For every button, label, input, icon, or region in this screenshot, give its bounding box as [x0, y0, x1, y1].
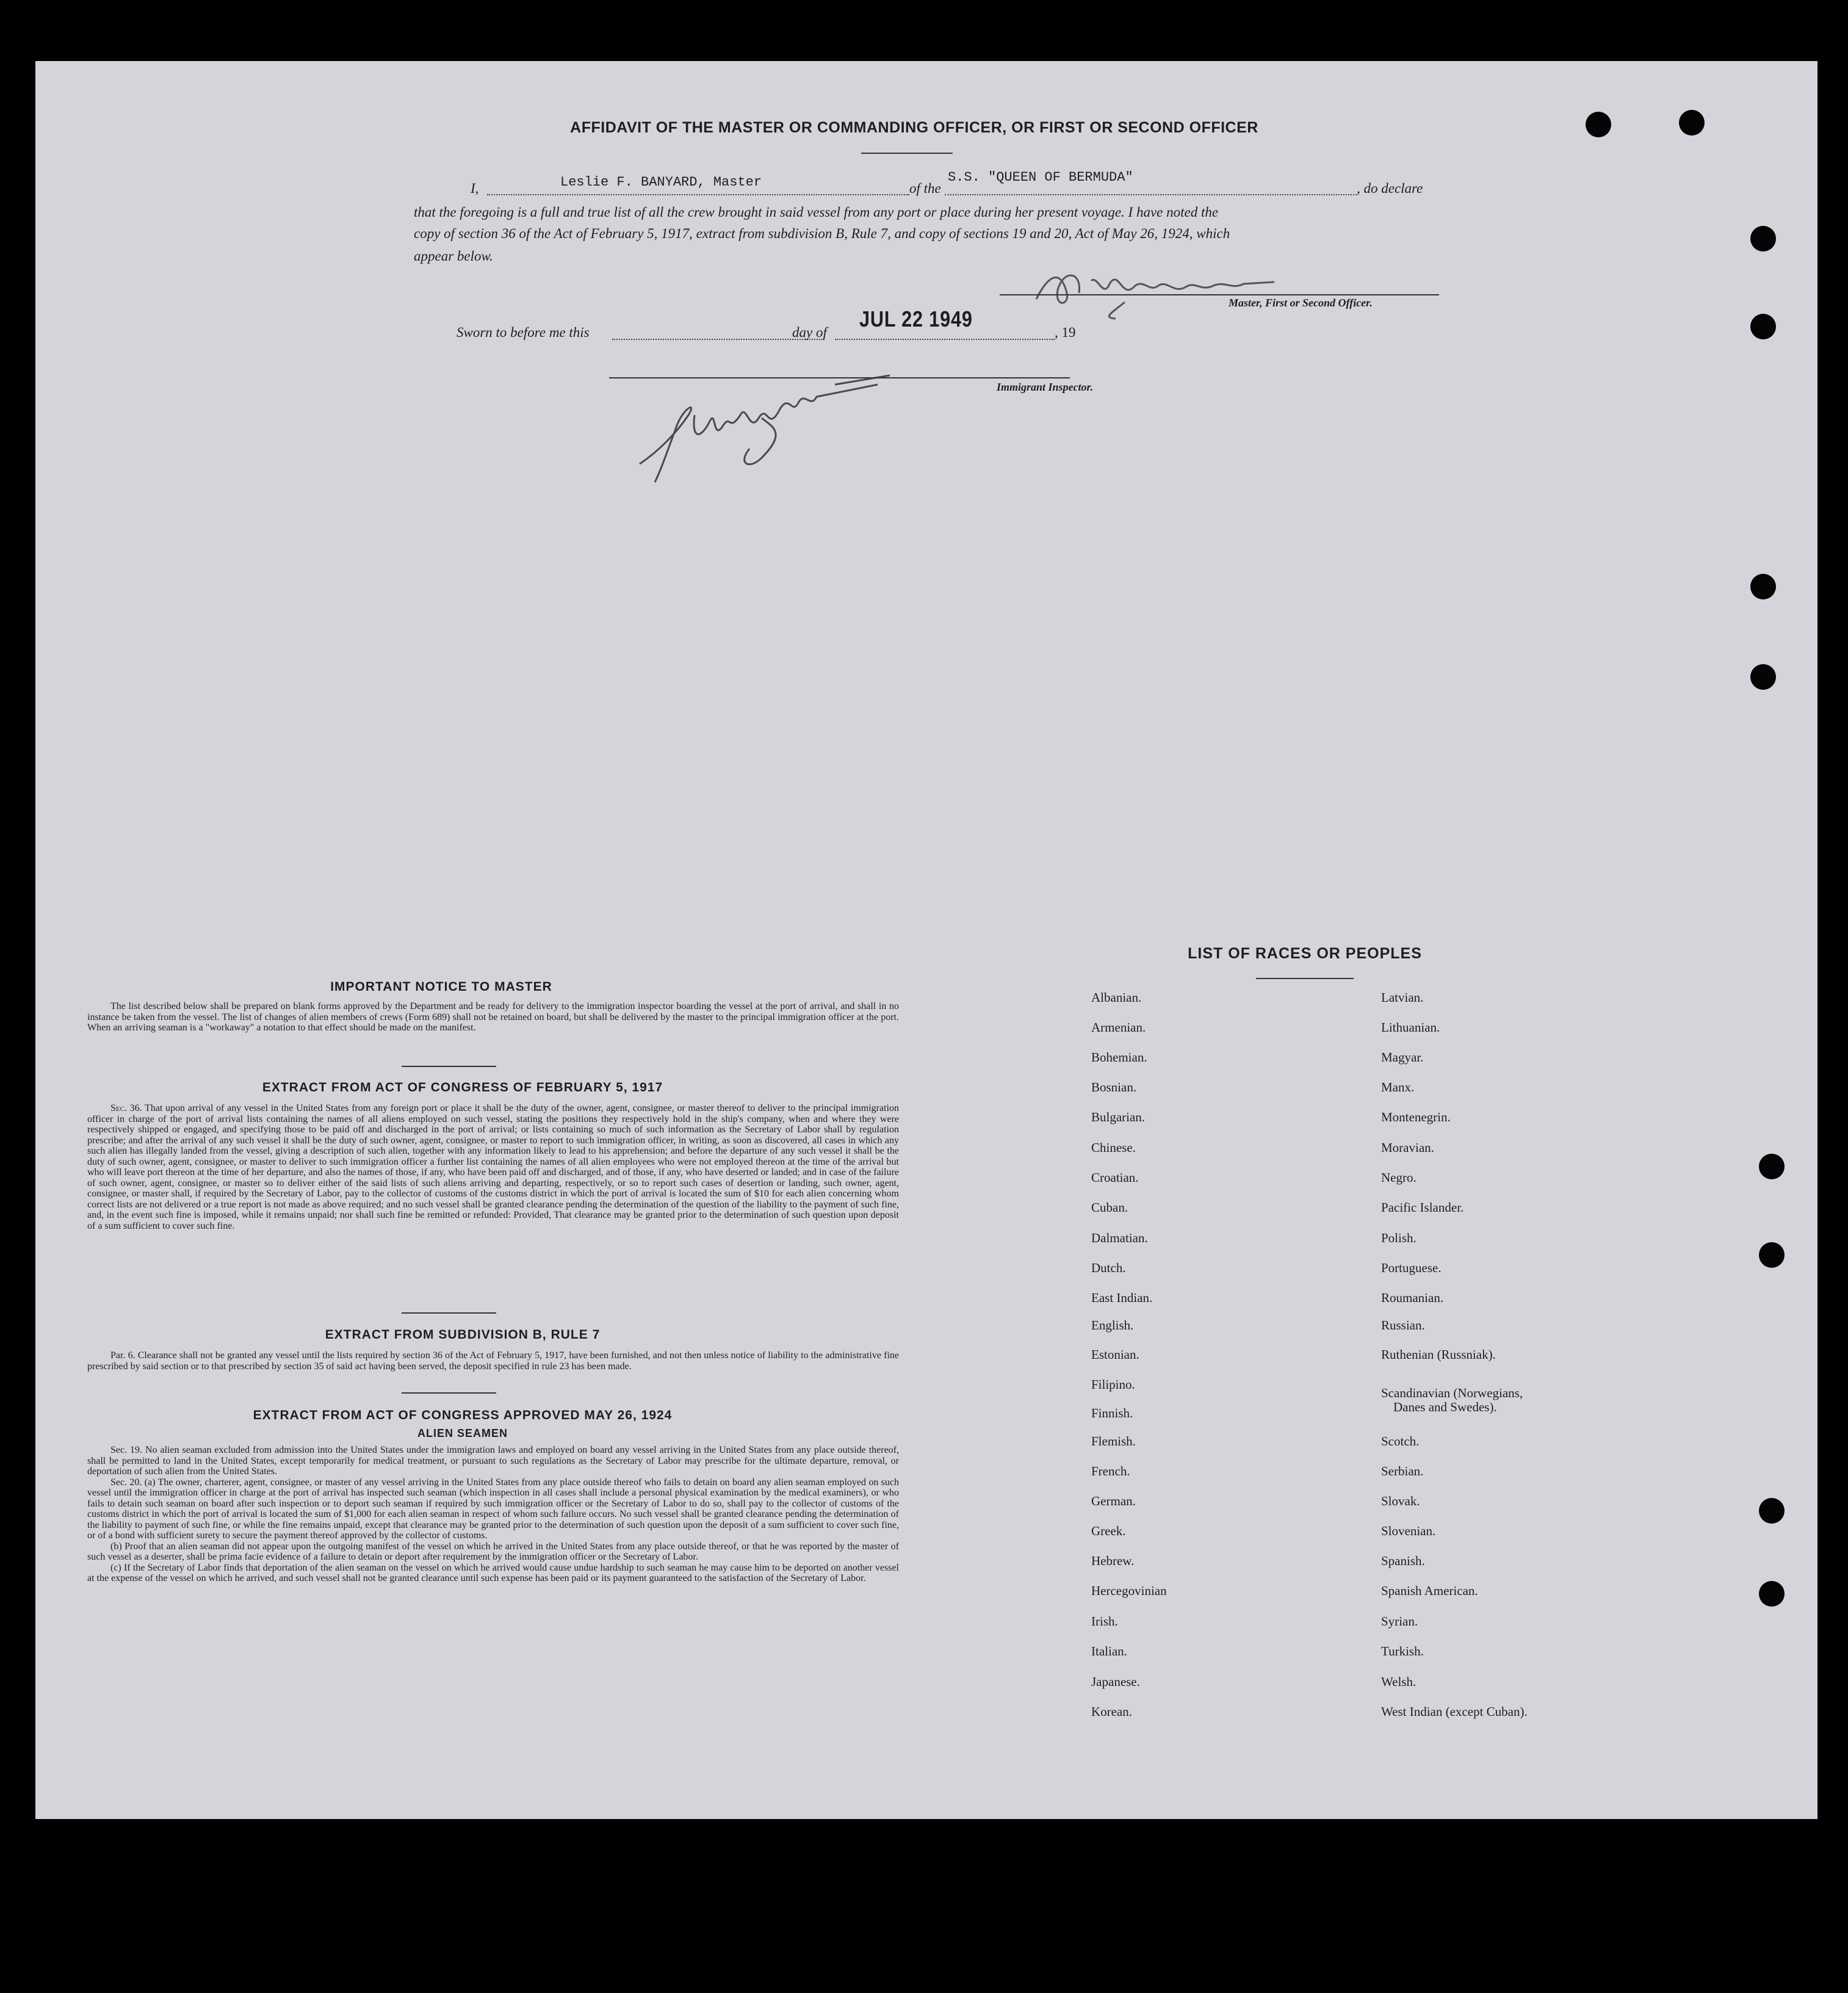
punch-hole — [1759, 1581, 1785, 1607]
race-item: Pacific Islander. — [1381, 1200, 1464, 1215]
section-20b-paragraph: (b) Proof that an alien seaman did not appear upon the outgoing manifest of the vessel on which he arrived in the United States from any place outside thereof, or that he was reported by the master of such vessel as a deserter, shall be prima facie evidence of a failure to detain or deport after requirement by the immigration officer or the Secretary of Labor. — [87, 1541, 899, 1562]
punch-hole — [1679, 110, 1705, 136]
race-item: Estonian. — [1091, 1347, 1139, 1362]
extract-1917-title: EXTRACT FROM ACT OF CONGRESS OF FEBRUARY 5, 1917 — [262, 1080, 663, 1094]
race-item: Spanish American. — [1381, 1583, 1478, 1598]
race-item: Armenian. — [1091, 1020, 1146, 1035]
sworn-month-line — [835, 339, 1055, 340]
race-item: Negro. — [1381, 1170, 1417, 1185]
race-item: Hercegovinian — [1091, 1583, 1167, 1598]
vessel-line — [945, 194, 1357, 195]
race-item: Danes and Swedes). — [1393, 1400, 1497, 1414]
affidavit-line-2: that the foregoing is a full and true list of all the crew brought in said vessel from any port or place during her present voyage. I have noted the — [414, 204, 1219, 220]
master-label: Master, First or Second Officer. — [1229, 297, 1373, 309]
sworn-day-line — [612, 339, 823, 340]
punch-hole — [1750, 664, 1776, 690]
race-item: Dutch. — [1091, 1261, 1126, 1275]
date-stamp: JUL 22 1949 — [859, 306, 973, 331]
punch-hole — [1750, 314, 1776, 339]
race-item: Serbian. — [1381, 1464, 1424, 1478]
race-item: Bulgarian. — [1091, 1110, 1146, 1124]
master-name-field[interactable]: Leslie F. BANYARD, Master — [560, 175, 762, 190]
punch-hole — [1759, 1242, 1785, 1268]
year-prefix: , 19 — [1055, 325, 1076, 340]
race-item: Greek. — [1091, 1524, 1126, 1538]
day-of-label: day of — [792, 325, 827, 340]
race-item: Syrian. — [1381, 1614, 1418, 1629]
alien-seamen-subtitle: ALIEN SEAMEN — [417, 1427, 508, 1439]
inspector-label: Immigrant Inspector. — [997, 381, 1094, 393]
punch-hole — [1750, 574, 1776, 599]
race-item: Moravian. — [1381, 1140, 1434, 1155]
race-item: Hebrew. — [1091, 1554, 1135, 1568]
race-item: East Indian. — [1091, 1290, 1153, 1305]
inspector-signature — [603, 342, 945, 507]
affidavit-title: AFFIDAVIT OF THE MASTER OR COMMANDING OFFICER, OR FIRST OR SECOND OFFICER — [570, 119, 1258, 136]
rule7-text — [87, 1350, 899, 1372]
race-item: Korean. — [1091, 1704, 1133, 1719]
race-item: Albanian. — [1091, 990, 1142, 1005]
race-item: Slovak. — [1381, 1494, 1420, 1508]
race-item: Spanish. — [1381, 1554, 1425, 1568]
divider — [402, 1312, 496, 1314]
section-20a-paragraph: Sec. 20. (a) The owner, charterer, agent, consignee, or master of any vessel arriving in the United States from any place outside thereof who fails to detain on board any alien seaman employed on such vessel until the immigration officer in charge at the port of arrival has inspected such seaman (which inspection in all cases shall include a personal physical examination by the medical examiners), or who fails to detain such seaman on board after such inspection or to deport such seaman if required by such immigration officer or the Secretary of Labor to do so, shall pay to the collector of customs of the customs district in which the port of arrival is located the sum of $1,000 for each alien seaman in respect of whom such failure occurs. No such vessel shall be granted clearance pending the determination of the liability to payment of such fine, or while the fine remains unpaid, except that clearance may be granted prior to the determination of such question upon the deposit of a sum sufficient to cover such fine, or of a bond with sufficient surety to secure the payment thereof approved by the collector of customs. — [87, 1477, 899, 1541]
race-item: Lithuanian. — [1381, 1020, 1440, 1035]
race-item: Polish. — [1381, 1231, 1417, 1245]
race-item: Welsh. — [1381, 1674, 1417, 1689]
race-item: Italian. — [1091, 1644, 1127, 1658]
punch-hole — [1759, 1154, 1785, 1179]
race-item: Bohemian. — [1091, 1050, 1147, 1065]
affidavit-line-3: copy of section 36 of the Act of February 5, 1917, extract from subdivision B, Rule 7, and copy of sections 19 and 20, Act of May 26, 1924, which — [414, 226, 1230, 241]
races-title: LIST OF RACES OR PEOPLES — [1188, 945, 1422, 962]
affidavit-i: I, — [471, 181, 479, 196]
master-name-line — [487, 194, 909, 195]
master-signature — [1012, 256, 1354, 324]
sworn-label: Sworn to before me this — [457, 325, 590, 340]
punch-hole — [1750, 226, 1776, 251]
divider — [402, 1066, 496, 1067]
section-19-paragraph: Sec. 19. No alien seaman excluded from admission into the United States under the immigration laws and employed on board any vessel arriving in the United States from any place outside thereof, shall be permitted to land in the United States, except temporarily for medical treatment, or pursuant to such regulations as the Secretary of Labor may prescribe for the ultimate departure, removal, or deportation of such alien from the United States. — [87, 1445, 899, 1477]
rule7-paragraph: Par. 6. Clearance shall not be granted any vessel until the lists required by section 36 of the Act of February 5, 1917, have been furnished, and not then unless notice of liability to the administrative fine prescribed by said section or to that prescribed by section 35 of said act having been served, the deposit specified in rule 23 has been made. — [87, 1350, 899, 1372]
affidavit-of-the: of the — [909, 181, 941, 196]
race-item: Chinese. — [1091, 1140, 1136, 1155]
section-36-text: That upon arrival of any vessel in the United States from any foreign port or place it shall be the duty of the owner, agent, consignee, or master thereof to deliver to the principal immigration officer in charge of the port of arrival lists containing the names of all aliens employed on such vessel, stating the positions they respectively hold in the ship's company, when and where they were respectively shipped or engaged, and specifying those to be paid off and discharged in the port of arrival; or lists containing so much of such information as the Secretary of Labor shall by regulation prescribe; and after the arrival of any such vessel it shall be the duty of such owner, agent, consignee, or master to report to such immigration officer, in writing, as soon as discovered, all cases in which any such alien has illegally landed from the vessel, giving a description of such alien, together with any information likely to lead to his apprehension; and before the departure of any such vessel it shall be the duty of such owner, agent, consignee, or master to deliver to such immigration officer a further list containing the names of all alien employees who were not employed thereon at the time of the arrival but who will leave port thereon at the time of her departure, and also the names of those, if any, who have been paid off and discharged, and of those, if any, who have deserted or landed; and in case of the failure of such owner, agent, consignee, or master so to deliver either of the said lists of such aliens arriving and departing, respectively, or so to report such cases of desertion or landing, such owner, agent, consignee, or master shall, if required by the Secretary of Labor, pay to the collector of customs of the customs district in which the port of arrival is located the sum of $10 for each alien concerning whom correct lists are not delivered or a true report is not made as above required; and no such vessel shall be granted clearance pending the determination of the question of the liability to the payment of such fine, and, in the event such fine is imposed, while it remains unpaid; nor shall such fine be remitted or refunded: Provided, That clearance may be granted prior to the determination of such question upon deposit of a sum sufficient to cover such fine. — [87, 1103, 899, 1231]
section-36-label: Sec. 36. — [110, 1103, 142, 1113]
extract-1924-text — [87, 1445, 899, 1584]
form-page — [35, 61, 1817, 1819]
section-20c-paragraph: (c) If the Secretary of Labor finds that deportation of the alien seaman on the vessel on which he arrived would cause undue hardship to such seaman he may cause him to be deported on another vessel at the expense of the vessel on which he arrived, and such vessel shall not be granted clearance until such expense has been paid or its payment guaranteed to the satisfaction of the Secretary of Labor. — [87, 1562, 899, 1583]
notice-title: IMPORTANT NOTICE TO MASTER — [330, 980, 552, 994]
race-item: Dalmatian. — [1091, 1231, 1148, 1245]
affidavit-do-declare: , do declare — [1357, 181, 1423, 196]
race-item: Ruthenian (Russniak). — [1381, 1347, 1496, 1362]
races-title-rule — [1256, 978, 1354, 979]
race-item: Scotch. — [1381, 1434, 1420, 1449]
race-item: Russian. — [1381, 1318, 1425, 1333]
race-item: English. — [1091, 1318, 1134, 1333]
race-item: Croatian. — [1091, 1170, 1139, 1185]
race-item: Montenegrin. — [1381, 1110, 1451, 1124]
race-item: West Indian (except Cuban). — [1381, 1704, 1528, 1719]
race-item: Manx. — [1381, 1080, 1415, 1094]
race-item: Turkish. — [1381, 1644, 1424, 1658]
affidavit-line-4: appear below. — [414, 248, 493, 264]
race-item: Filipino. — [1091, 1377, 1135, 1392]
race-item: Magyar. — [1381, 1050, 1424, 1065]
punch-hole — [1759, 1498, 1785, 1524]
race-item: Cuban. — [1091, 1200, 1128, 1215]
race-item: Finnish. — [1091, 1406, 1133, 1420]
race-item: Flemish. — [1091, 1434, 1136, 1449]
notice-text — [87, 1001, 899, 1033]
race-item: Japanese. — [1091, 1674, 1140, 1689]
race-item: Portuguese. — [1381, 1261, 1442, 1275]
divider — [402, 1392, 496, 1394]
race-item: German. — [1091, 1494, 1136, 1508]
vessel-name-field[interactable]: S.S. "QUEEN OF BERMUDA" — [948, 170, 1133, 185]
title-rule — [861, 153, 953, 154]
master-signature-line — [1000, 294, 1439, 295]
extract-1917-text — [87, 1103, 899, 1231]
punch-hole — [1586, 112, 1611, 137]
extract-1924-title: EXTRACT FROM ACT OF CONGRESS APPROVED MAY 26, 1924 — [253, 1408, 673, 1422]
inspector-signature-line — [609, 377, 1070, 378]
race-item: Latvian. — [1381, 990, 1424, 1005]
race-item: Bosnian. — [1091, 1080, 1137, 1094]
notice-paragraph: The list described below shall be prepared on blank forms approved by the Department and be ready for delivery to the immigration inspector boarding the vessel at the port of arrival, and shall in no instance be taken from the vessel. The list of changes of alien members of crews (Form 689) shall not be retained on board, but shall be delivered by the master to the principal immigration officer at the port. When an arriving seaman is a "workaway" a notation to that effect should be made on the manifest. — [87, 1001, 899, 1033]
race-item: Scandinavian (Norwegians, — [1381, 1386, 1523, 1400]
race-item: Irish. — [1091, 1614, 1118, 1629]
rule7-title: EXTRACT FROM SUBDIVISION B, RULE 7 — [325, 1328, 601, 1342]
race-item: Roumanian. — [1381, 1290, 1444, 1305]
race-item: Slovenian. — [1381, 1524, 1436, 1538]
race-item: French. — [1091, 1464, 1130, 1478]
